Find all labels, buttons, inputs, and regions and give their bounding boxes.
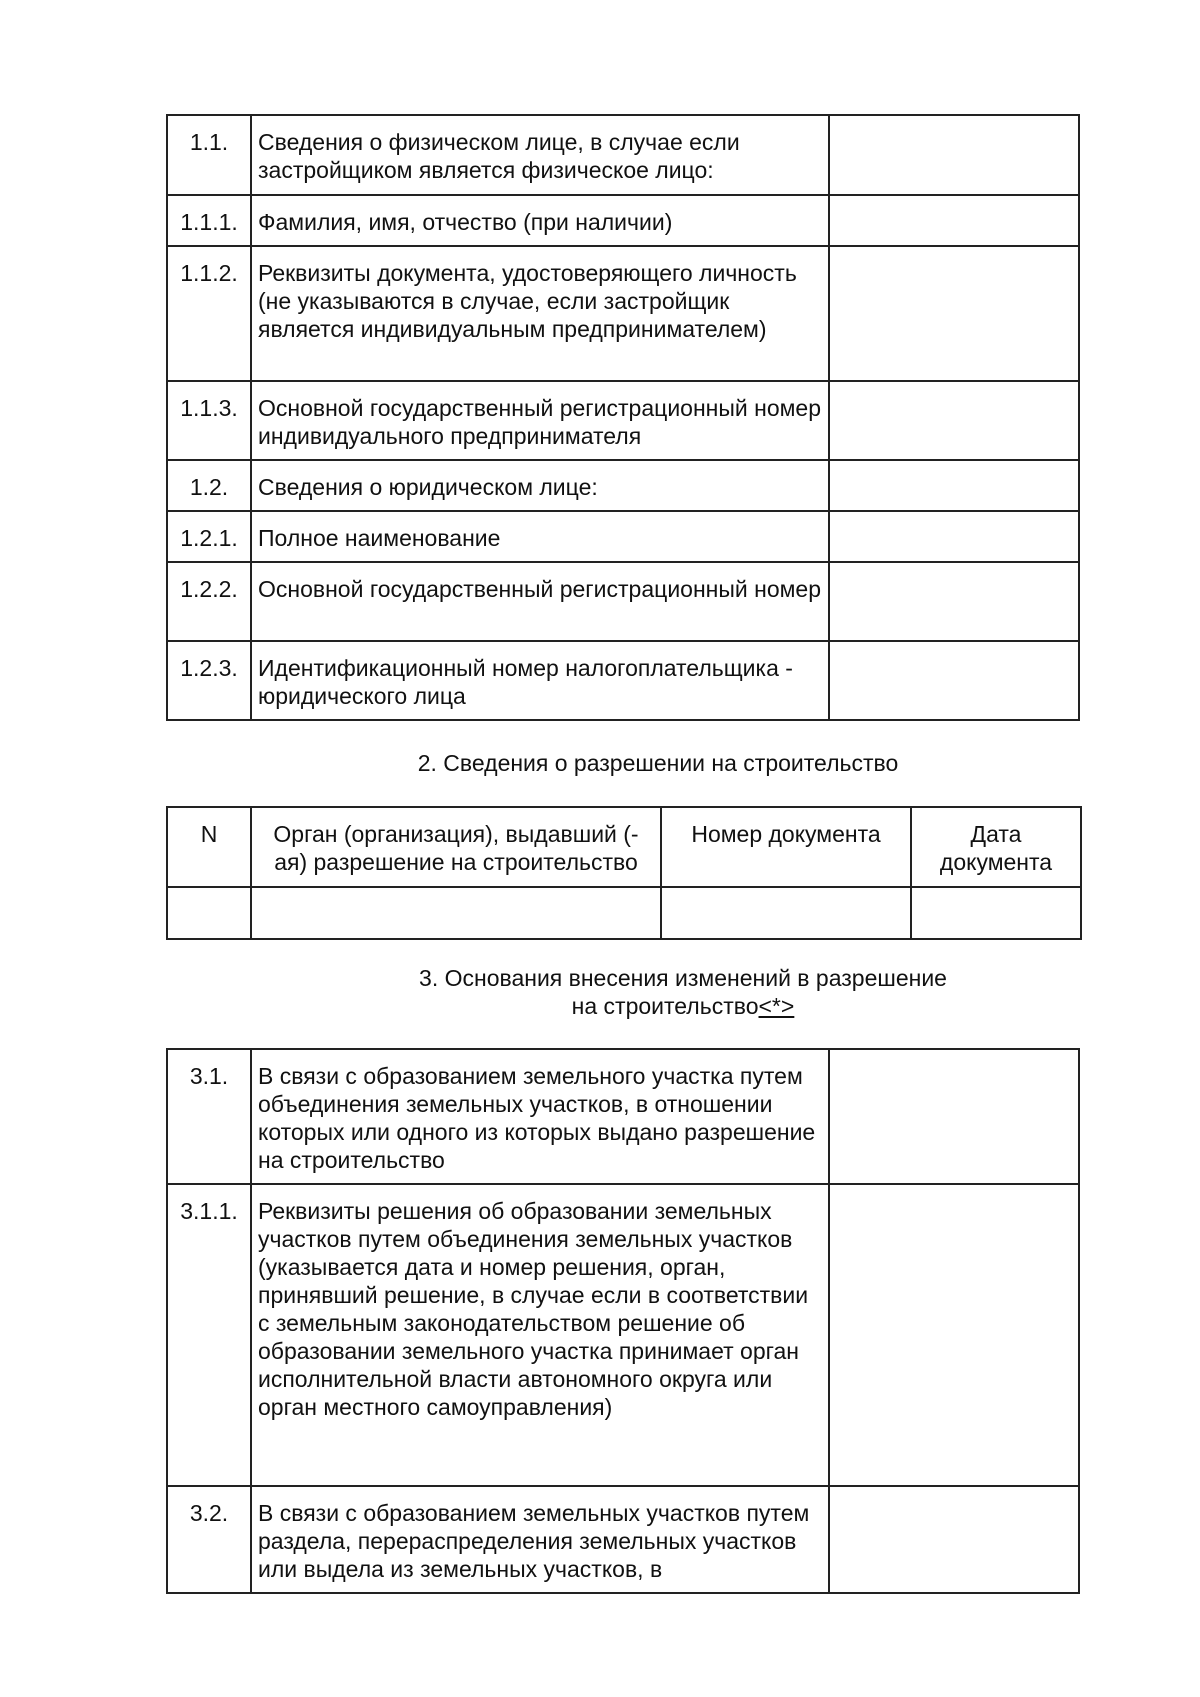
table-row bbox=[167, 115, 1079, 195]
row-value-cell[interactable] bbox=[829, 381, 1079, 460]
table-row bbox=[167, 1184, 1079, 1486]
row-label: Сведения о юридическом лице: bbox=[251, 460, 829, 511]
cell-organ[interactable] bbox=[251, 887, 661, 939]
applicant-info-table bbox=[166, 114, 1080, 721]
row-value-cell[interactable] bbox=[829, 246, 1079, 381]
row-label: Идентификационный номер налогоплательщика - юридического лица bbox=[251, 641, 829, 720]
row-label: Сведения о физическом лице, в случае если застройщиком является физическое лицо: bbox=[251, 115, 829, 195]
cell-date[interactable] bbox=[911, 887, 1081, 939]
row-number: 1.1.3. bbox=[167, 381, 251, 460]
table-row bbox=[167, 195, 1079, 246]
column-header-n: N bbox=[167, 807, 251, 887]
cell-number[interactable] bbox=[661, 887, 911, 939]
row-label bbox=[251, 1184, 829, 1486]
row-number: 1.2.2. bbox=[167, 562, 251, 641]
row-value-cell[interactable] bbox=[829, 115, 1079, 195]
section-3-title-line1: 3. Основания внесения изменений в разрешение bbox=[419, 965, 947, 991]
section-3-title-text: на строительство bbox=[571, 993, 759, 1019]
section-2-title: 2. Сведения о разрешении на строительство bbox=[417, 750, 899, 776]
table-row bbox=[167, 460, 1079, 511]
row-number: 1.1.1. bbox=[167, 195, 251, 246]
permit-info-table bbox=[166, 806, 1082, 940]
footnote-link[interactable]: <*> bbox=[758, 993, 795, 1019]
row-label: Основной государственный регистрационный номер индивидуального предпринимателя bbox=[251, 381, 829, 460]
table-header-row bbox=[167, 807, 1081, 887]
row-label: В связи с образованием земельного участка путем объединения земельных участков, в отношении которых или одного из которых выдано разрешение на строительство bbox=[251, 1049, 829, 1184]
row-label-note: (указывается дата и номер решения, орган, принявший решение, в случае если в соответствии с земельным законодательством решение об образовании земельного участка принимает орган исполнительной власти автономного округа или орган местного самоуправления) bbox=[258, 1254, 809, 1420]
row-number: 1.1. bbox=[167, 115, 251, 195]
table-row bbox=[167, 562, 1079, 641]
column-header-date: Дата документа bbox=[911, 807, 1081, 887]
row-number: 3.1.1. bbox=[167, 1184, 251, 1486]
row-label: Фамилия, имя, отчество (при наличии) bbox=[251, 195, 829, 246]
table-row bbox=[167, 246, 1079, 381]
section-3-title-line2 bbox=[286, 992, 1080, 1020]
row-number: 1.2. bbox=[167, 460, 251, 511]
row-value-cell[interactable] bbox=[829, 1184, 1079, 1486]
change-grounds-table bbox=[166, 1048, 1080, 1594]
column-header-organ: Орган (организация), выдавший (-ая) разрешение на строительство bbox=[251, 807, 661, 887]
table-row bbox=[167, 1049, 1079, 1184]
row-value-cell[interactable] bbox=[829, 511, 1079, 562]
row-label-main: Реквизиты решения об образовании земельных участков путем объединения земельных участков bbox=[258, 1198, 793, 1252]
row-value-cell[interactable] bbox=[829, 460, 1079, 511]
table-row bbox=[167, 1486, 1079, 1593]
row-number: 1.2.3. bbox=[167, 641, 251, 720]
row-label: Полное наименование bbox=[251, 511, 829, 562]
row-label: В связи с образованием земельных участков путем раздела, перераспределения земельных участков или выдела из земельных участков, в bbox=[251, 1486, 829, 1593]
row-value-cell[interactable] bbox=[829, 1049, 1079, 1184]
row-value-cell[interactable] bbox=[829, 562, 1079, 641]
table-row bbox=[167, 511, 1079, 562]
row-number: 1.2.1. bbox=[167, 511, 251, 562]
table-row bbox=[167, 887, 1081, 939]
section-3-title bbox=[166, 964, 1080, 1020]
row-number: 3.2. bbox=[167, 1486, 251, 1593]
row-label: Реквизиты документа, удостоверяющего личность (не указываются в случае, если застройщик является индивидуальным предпринимателем) bbox=[251, 246, 829, 381]
row-value-cell[interactable] bbox=[829, 641, 1079, 720]
row-number: 3.1. bbox=[167, 1049, 251, 1184]
column-header-number: Номер документа bbox=[661, 807, 911, 887]
table-row bbox=[167, 641, 1079, 720]
cell-n[interactable] bbox=[167, 887, 251, 939]
table-row bbox=[167, 381, 1079, 460]
row-value-cell[interactable] bbox=[829, 1486, 1079, 1593]
row-label: Основной государственный регистрационный номер bbox=[251, 562, 829, 641]
row-value-cell[interactable] bbox=[829, 195, 1079, 246]
row-number: 1.1.2. bbox=[167, 246, 251, 381]
